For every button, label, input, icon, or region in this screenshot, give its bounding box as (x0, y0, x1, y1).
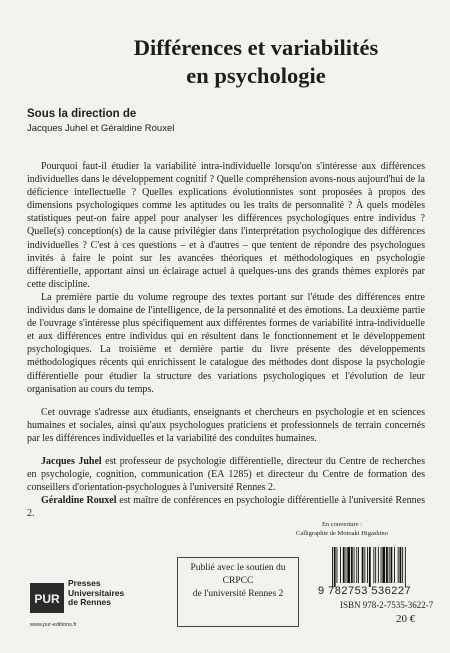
title-line-1: Différences et variabilités (133, 35, 379, 60)
publisher-name-line-1: Presses (68, 578, 101, 588)
summary-paragraph-1: Pourquoi faut-il étudier la variabilité intra-individuelle lorsqu'on s'intéresse aux différences individuelles dans le développement cognitif ? Quelle compréhension avons-nous aujourd'hui de la déficience intellectuelle ? Quelles explications évolutionnistes sont proposées à propos des dimensions psychologiques comme les aptitudes ou les traits de personnalité ? À quels modèles statistiques peut-on faire appel pour analyser les différences psychologiques entre individus ? Quelle(s) conception(s) de la cause privilégier dans l'interprétation psychologique des différences individuelles ? C'est à ces questions – et à d'autres – que tentent de répondre des psychologues invités à faire le point sur les avancées théoriques et méthodologiques en psychologie différentielle, apportant ainsi un éclairage actuel à quelques-uns des grands thèmes explorés par cette discipline. (27, 161, 425, 290)
svg-text:PUR: PUR (34, 592, 60, 606)
cover-credit-label: En couverture : (321, 521, 363, 528)
support-line-3: de l'université Rennes 2 (192, 589, 284, 599)
barcode (328, 547, 428, 587)
summary-paragraph-2: La première partie du volume regroupe des textes portant sur l'étude des différences entre individus dans le domaine de l'intelligence, de la personnalité et des émotions. La deuxième partie de l'ouvrage s'intéresse plus spécifiquement aux différentes formes de variabilité intra-individuelle et aux différences entre individus qui en résultent dans le fonctionnement et le développement psychologiques. La troisième et dernière partie du livre présente des développements méthodologiques récents qui enrichissent le catalogue des méthodes dont dispose la psychologie différentielle pour étudier la structure des variations psychologiques et l'évolution de leur organisation au cours du temps. (27, 291, 425, 395)
barcode-icon (328, 547, 428, 587)
author-bio-text-rouxel: est maître de conférences en psychologie différentielle à l'université Rennes 2. (27, 495, 425, 520)
publisher-url: www.pur-editions.fr (30, 622, 77, 628)
support-line-1: Publié avec le soutien du (190, 563, 286, 573)
author-bio-juhel (27, 455, 425, 494)
author-bio-text-juhel: est professeur de psychologie différentielle, directeur du Centre de recherches en psychologie, cognition, communication (EA 1285) et directeur du Centre de formation des conseillers d'orientation-psychologues à l'université Rennes 2. (27, 455, 425, 494)
isbn: ISBN 978-2-7535-3622-7 (340, 600, 434, 610)
audience-paragraph: Cet ouvrage s'adresse aux étudiants, enseignants et chercheurs en psychologie et en sciences humaines et sociales, ainsi qu'aux psychologues praticiens et professionnels de terrain concernés par les différences individuelles et la variabilité des conduites humaines. (27, 406, 425, 444)
publisher-name (68, 579, 124, 608)
cover-credit (262, 520, 422, 538)
publisher-name-line-2: Universitaires (68, 587, 125, 598)
direction-label: Sous la direction de (27, 108, 137, 120)
ean-number: 9 782753 536227 (318, 585, 412, 597)
publisher-name-line-3: de Rennes (68, 597, 111, 607)
author-name-rouxel: Géraldine Rouxel (41, 495, 117, 507)
author-bio-rouxel (27, 494, 425, 520)
direction-names: Jacques Juhel et Géraldine Rouxel (27, 123, 175, 134)
publisher-logo (30, 577, 150, 637)
pur-logo-icon (30, 583, 64, 613)
author-name-juhel: Jacques Juhel (41, 455, 102, 467)
support-box (177, 557, 299, 627)
title-line-2: en psychologie (186, 63, 326, 88)
cover-credit-artist: Calligraphie de Motoaki Higashino (296, 530, 388, 537)
book-title (96, 34, 416, 90)
support-line-2: CRPCC (222, 576, 254, 586)
back-cover-text (27, 160, 425, 520)
price: 20 € (396, 613, 416, 625)
